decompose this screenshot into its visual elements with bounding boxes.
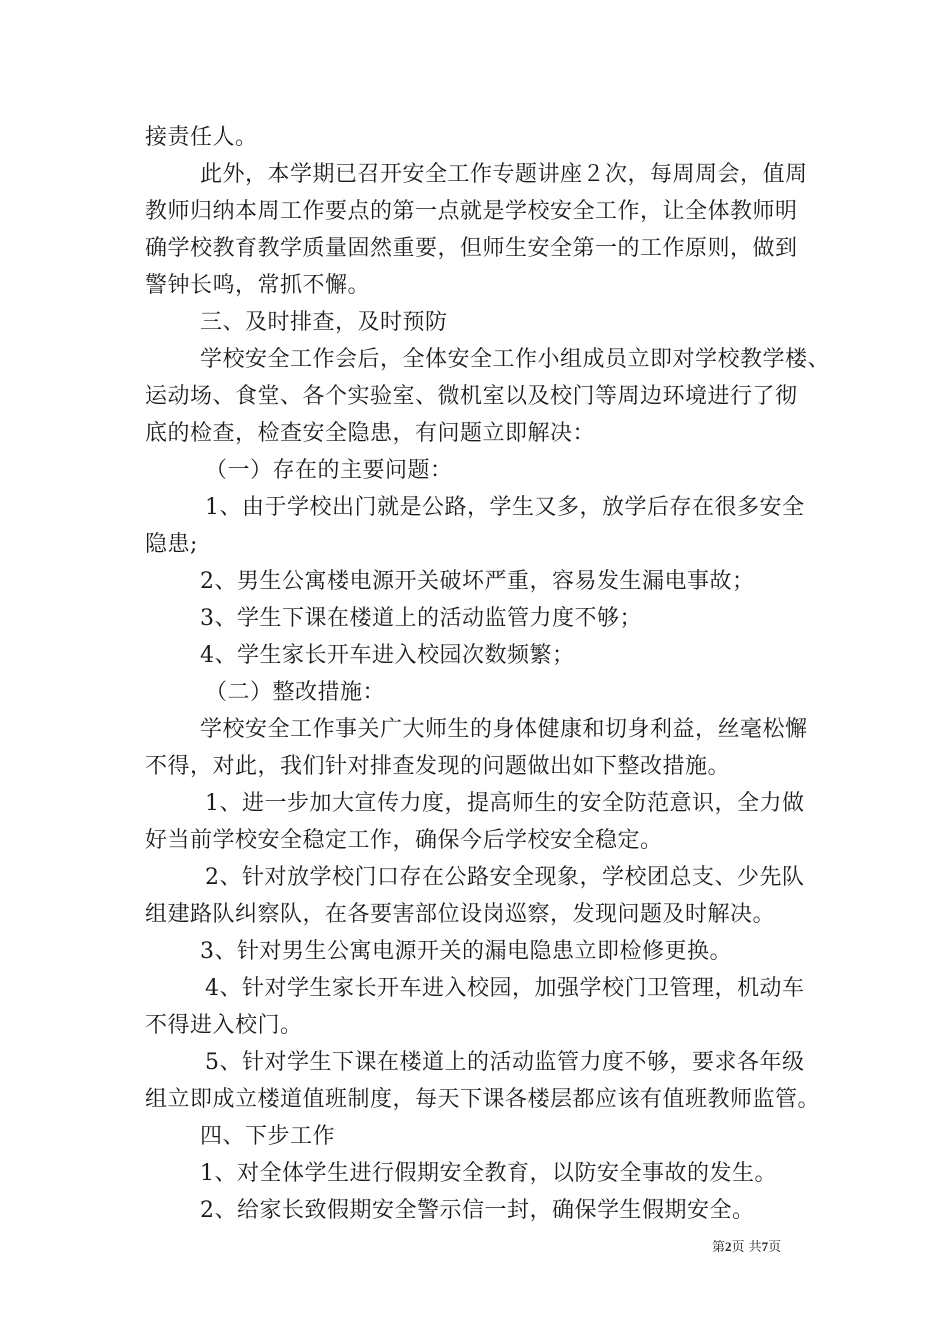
list-item: 1、对全体学生进行假期安全教育，以防安全事故的发生。 bbox=[200, 1161, 777, 1186]
section-heading: 四、下步工作 bbox=[200, 1124, 336, 1149]
footer-prefix: 第 bbox=[712, 1240, 726, 1255]
total-pages-number: 7 bbox=[761, 1239, 769, 1254]
current-page-number: 2 bbox=[725, 1239, 732, 1254]
list-item: 2、男生公寓楼电源开关破坏严重，容易发生漏电事故； bbox=[200, 569, 755, 594]
list-item: 2、针对放学校门口存在公路安全现象，学校团总支、少先队 bbox=[205, 865, 805, 890]
list-item-continuation: 组建路队纠察队，在各要害部位设岗巡察，发现问题及时解决。 bbox=[145, 902, 776, 927]
paragraph-line: 学校安全工作事关广大师生的身体健康和切身利益，丝毫松懈 bbox=[200, 717, 808, 742]
paragraph-line: 警钟长鸣，常抓不懈。 bbox=[145, 273, 371, 298]
paragraph-line: 不得，对此，我们针对排查发现的问题做出如下整改措施。 bbox=[145, 754, 731, 779]
subsection-heading: （一）存在的主要问题： bbox=[205, 458, 453, 483]
paragraph-line: 学校安全工作会后，全体安全工作小组成员立即对学校教学楼、 bbox=[200, 347, 831, 372]
list-item-continuation: 组立即成立楼道值班制度，每天下课各楼层都应该有值班教师监管。 bbox=[145, 1087, 821, 1112]
list-item: 3、针对男生公寓电源开关的漏电隐患立即检修更换。 bbox=[200, 939, 732, 964]
list-item-continuation: 好当前学校安全稳定工作，确保今后学校安全稳定。 bbox=[145, 828, 663, 853]
list-item: 5、针对学生下课在楼道上的活动监管力度不够，要求各年级 bbox=[205, 1050, 805, 1075]
paragraph-line: 此外，本学期已召开安全工作专题讲座２次，每周周会，值周 bbox=[200, 162, 808, 187]
section-heading: 三、及时排查，及时预防 bbox=[200, 310, 448, 335]
footer-middle: 页 共 bbox=[731, 1240, 762, 1255]
list-item: 4、学生家长开车进入校园次数频繁； bbox=[200, 643, 575, 668]
paragraph-line: 底的检查，检查安全隐患，有问题立即解决： bbox=[145, 421, 596, 446]
footer-suffix: 页 bbox=[768, 1240, 782, 1255]
paragraph-line: 接责任人。 bbox=[145, 125, 258, 150]
paragraph-line: 确学校教育教学质量固然重要，但师生安全第一的工作原则，做到 bbox=[145, 236, 798, 261]
list-item-continuation: 不得进入校门。 bbox=[145, 1013, 303, 1038]
list-item: 1、由于学校出门就是公路，学生又多，放学后存在很多安全 bbox=[205, 495, 805, 520]
document-body bbox=[145, 119, 831, 1229]
list-item: 1、进一步加大宣传力度，提高师生的安全防范意识，全力做 bbox=[205, 791, 805, 816]
list-item: 2、给家长致假期安全警示信一封，确保学生假期安全。 bbox=[200, 1198, 755, 1223]
list-item: 4、针对学生家长开车进入校园，加强学校门卫管理，机动车 bbox=[205, 976, 805, 1001]
paragraph-line: 运动场、食堂、各个实验室、微机室以及校门等周边环境进行了彻 bbox=[145, 384, 798, 409]
list-item-continuation: 隐患; bbox=[145, 532, 198, 557]
paragraph-line: 教师归纳本周工作要点的第一点就是学校安全工作，让全体教师明 bbox=[145, 199, 798, 224]
page-number-footer bbox=[712, 1238, 781, 1257]
subsection-heading: （二）整改措施： bbox=[205, 680, 386, 705]
list-item: 3、学生下课在楼道上的活动监管力度不够； bbox=[200, 606, 642, 631]
